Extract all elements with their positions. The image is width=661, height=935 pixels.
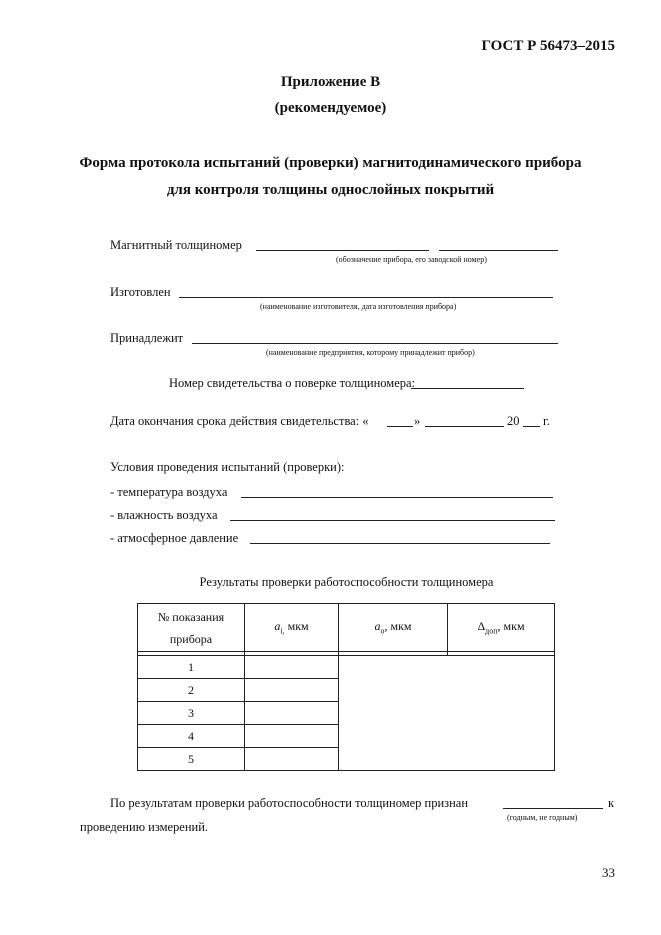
header-ao-sub: o (380, 626, 385, 636)
conclusion-text: По результатам проверки работоспособности толщиномер признан (110, 796, 469, 810)
conditions-title: Условия проведения испытаний (проверки): (110, 460, 345, 474)
expiry-month-line[interactable] (425, 426, 504, 427)
humidity-line[interactable] (230, 520, 555, 521)
results-title: Результаты проверки работоспособности толщиномера (199, 575, 494, 589)
annex-subtitle: (рекомендуемое) (274, 100, 387, 116)
header-delta (448, 604, 555, 652)
row-number: 2 (138, 679, 245, 702)
expiry-label: Дата окончания срока действия свидетельства: « (110, 414, 369, 428)
expiry-day-line[interactable] (387, 426, 413, 427)
expiry-year-line[interactable] (523, 426, 540, 427)
manufacturer-line[interactable] (179, 297, 553, 298)
gauge-serial-line[interactable] (439, 250, 558, 251)
row-number: 5 (138, 748, 245, 771)
ai-cell[interactable] (245, 725, 339, 748)
row-number: 1 (138, 656, 245, 679)
owner-hint: (наименование предприятия, которому принадлежит прибор) (266, 348, 475, 357)
conclusion-hint: (годным, не годным) (507, 813, 578, 822)
expiry-close-quote: » (414, 414, 421, 428)
ao-merged-cell[interactable] (339, 656, 448, 771)
pressure-line[interactable] (250, 543, 550, 544)
page-number: 33 (602, 865, 615, 880)
table-row (138, 656, 555, 679)
manufacturer-label: Изготовлен (110, 285, 171, 299)
table-header-row (138, 604, 555, 652)
gauge-name-line[interactable] (256, 250, 429, 251)
row-number: 3 (138, 702, 245, 725)
conclusion-line2: проведению измерений. (80, 820, 209, 834)
conclusion-verdict-line[interactable] (503, 808, 603, 809)
header-ai (245, 604, 339, 652)
header-ao-unit: , мкм (384, 619, 412, 634)
manufacturer-hint: (наименование изготовителя, дата изготовления прибора) (260, 302, 457, 311)
form-title-line1: Форма протокола испытаний (проверки) магнитодинамического прибора (79, 155, 582, 171)
header-delta-symbol: Δ (477, 619, 486, 634)
header-ai-symbol: a (274, 619, 281, 634)
form-title-line2: для контроля толщины однослойных покрытий (166, 182, 495, 198)
humidity-label: - влажность воздуха (110, 508, 218, 522)
standard-number: ГОСТ Р 56473–2015 (481, 38, 615, 54)
header-ao-symbol: a (374, 619, 381, 634)
gauge-hint: (обозначение прибора, его заводской номер) (336, 255, 487, 264)
ai-cell[interactable] (245, 748, 339, 771)
ai-cell[interactable] (245, 702, 339, 725)
pressure-label: - атмосферное давление (110, 531, 239, 545)
temperature-line[interactable] (241, 497, 553, 498)
header-reading-no (138, 604, 245, 652)
header-ao (339, 604, 448, 652)
header-ai-unit: мкм (284, 619, 309, 634)
expiry-suffix: г. (543, 414, 550, 428)
header-delta-sub: доп (485, 626, 498, 636)
row-number: 4 (138, 725, 245, 748)
gauge-label: Магнитный толщиномер (110, 238, 242, 252)
annex-title: Приложение В (280, 74, 381, 90)
results-table (137, 603, 555, 771)
temperature-label: - температура воздуха (110, 485, 228, 499)
owner-label: Принадлежит (110, 331, 184, 345)
ai-cell[interactable] (245, 679, 339, 702)
certificate-label: Номер свидетельства о поверке толщиномера: (169, 376, 416, 390)
header-reading-no-line1: № показания (157, 609, 225, 624)
owner-line[interactable] (192, 343, 558, 344)
header-ai-sub: i, (280, 626, 285, 636)
header-delta-unit: , мкм (497, 619, 525, 634)
certificate-line[interactable] (411, 388, 524, 389)
conclusion-suffix: к (608, 796, 615, 810)
header-reading-no-line2: прибора (169, 631, 213, 646)
delta-merged-cell[interactable] (448, 656, 555, 771)
ai-cell[interactable] (245, 656, 339, 679)
expiry-year-prefix: 20 (507, 414, 520, 428)
